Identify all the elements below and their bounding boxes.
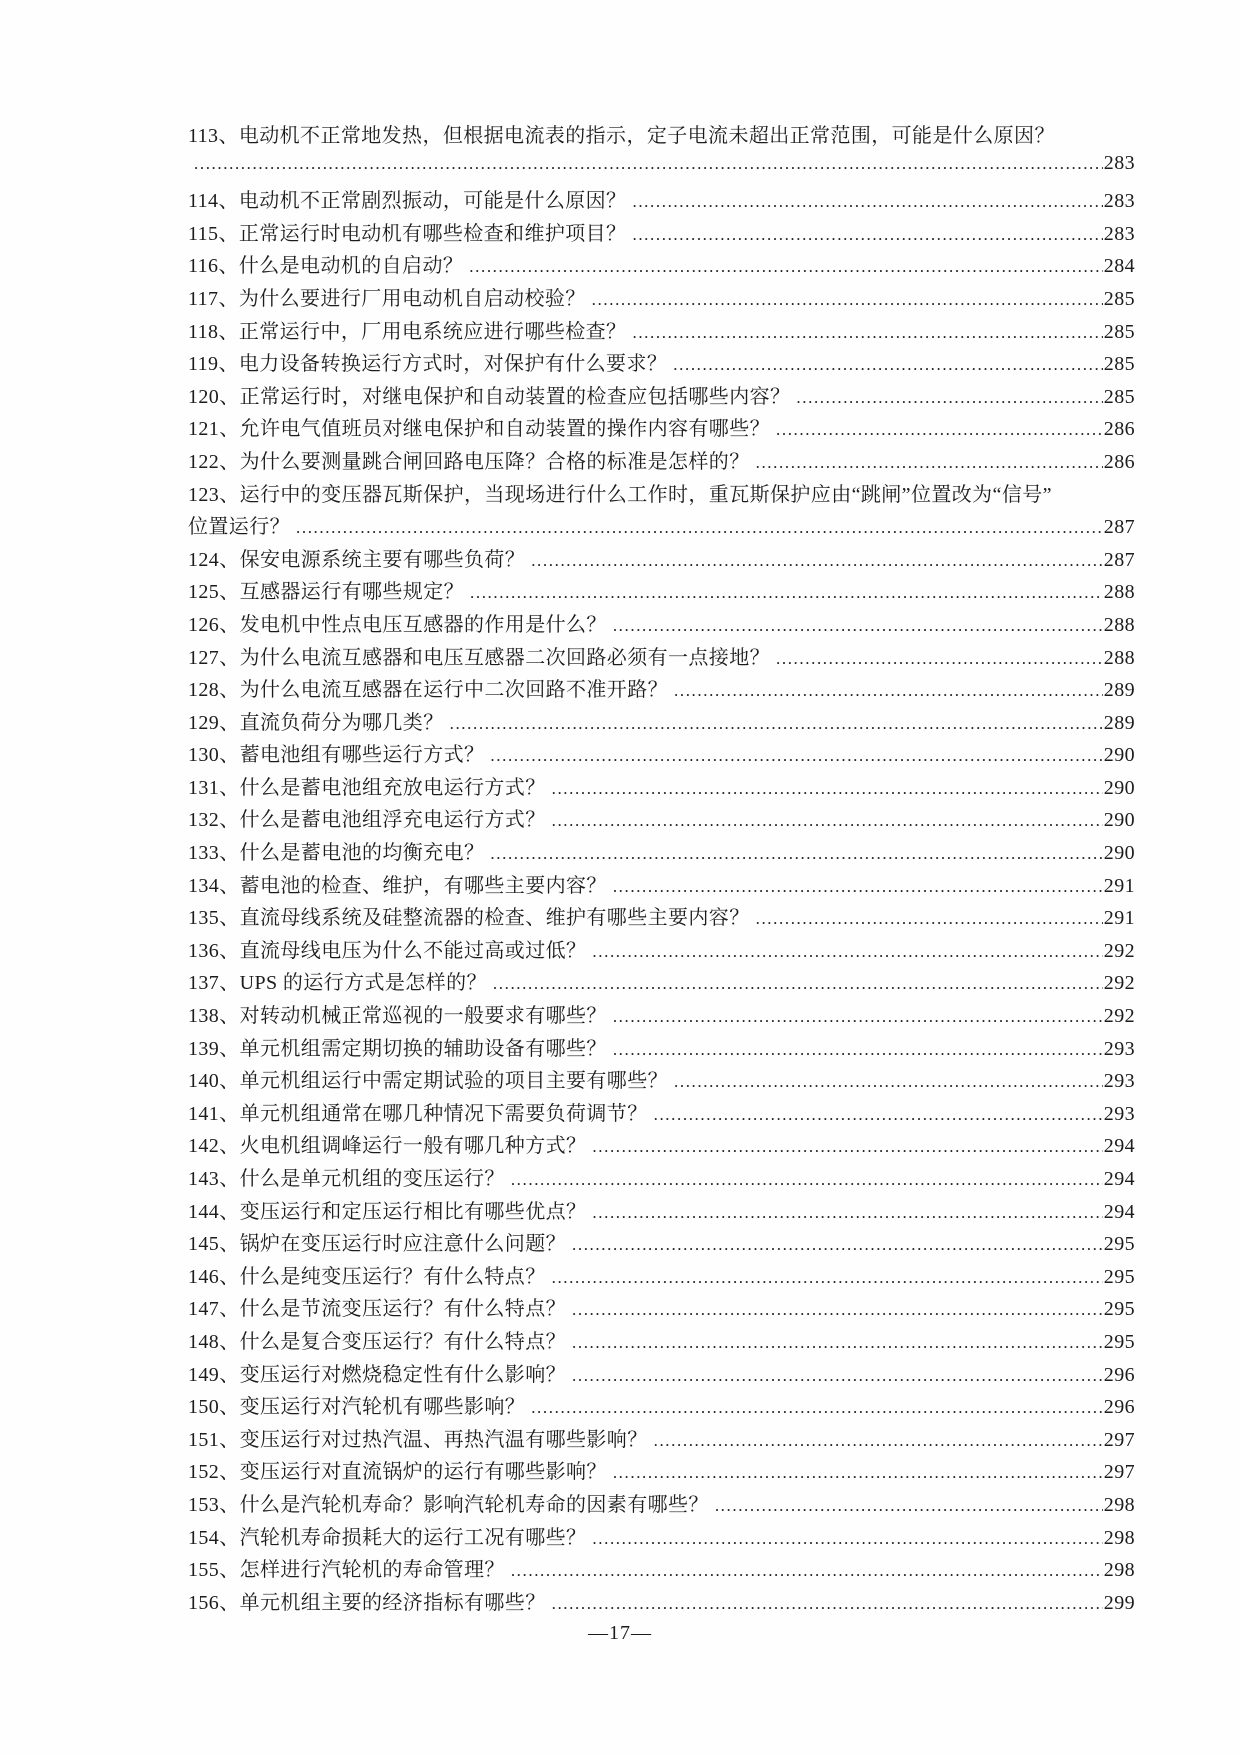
- toc-entry-line: [188, 510, 1135, 543]
- toc-entry-line: [188, 445, 1135, 478]
- toc-entry-text: 123、运行中的变压器瓦斯保护，当现场进行什么工作时，重瓦斯保护应由“跳闸”位置改为“信号”: [188, 483, 1052, 506]
- toc-entry-text: 128、为什么电流互感器在运行中二次回路不准开路？: [188, 679, 668, 702]
- toc-entry-text: 130、蓄电池组有哪些运行方式？: [188, 744, 485, 767]
- toc-entry-text: 135、直流母线系统及硅整流器的检查、维护有哪些主要内容？: [188, 907, 750, 930]
- toc-entry-line: [188, 217, 1135, 250]
- dot-leader: [552, 777, 1103, 800]
- toc-entry-text: 127、为什么电流互感器和电压互感器二次回路必须有一点接地？: [188, 646, 770, 669]
- toc-entry-line: [188, 1586, 1135, 1619]
- dot-leader: [613, 614, 1103, 637]
- toc-entry-line: [188, 706, 1135, 739]
- dot-leader: [572, 1298, 1103, 1321]
- dot-leader: [756, 907, 1103, 930]
- dot-leader: [613, 1038, 1103, 1061]
- toc-entry-text: 116、什么是电动机的自启动？: [188, 255, 464, 278]
- dot-leader: [592, 288, 1103, 311]
- toc-entry-text: 位置运行？: [188, 516, 290, 539]
- toc-entry-text: 118、正常运行中，厂用电系统应进行哪些检查？: [188, 320, 627, 343]
- dot-leader: [715, 1494, 1103, 1517]
- toc-entry-text: 145、锅炉在变压运行时应注意什么问题？: [188, 1233, 566, 1256]
- toc-entry-line: [188, 1390, 1135, 1423]
- toc-entry-line: [188, 1521, 1135, 1554]
- toc-entry-line: [188, 1129, 1135, 1162]
- dot-leader: [613, 1461, 1103, 1484]
- toc-page-number: 297: [1103, 1461, 1135, 1484]
- toc-entry-line: [188, 673, 1135, 706]
- dot-leader: [572, 1331, 1103, 1354]
- dot-leader: [470, 581, 1103, 604]
- toc-entry-line: [188, 575, 1135, 608]
- dot-leader: [552, 809, 1103, 832]
- toc-entry-text: 133、什么是蓄电池的均衡充电？: [188, 842, 485, 865]
- toc-entry-text: 149、变压运行对燃烧稳定性有什么影响？: [188, 1363, 566, 1386]
- dot-leader: [756, 451, 1103, 474]
- dot-leader: [674, 679, 1103, 702]
- toc-page-number: 288: [1103, 613, 1135, 636]
- toc-entry-line: [188, 1227, 1135, 1260]
- toc-entry-line: [188, 641, 1135, 674]
- toc-page-number: 291: [1103, 907, 1135, 930]
- toc-entry-line: [188, 1488, 1135, 1521]
- toc-entry-text: 120、正常运行时，对继电保护和自动装置的检查应包括哪些内容？: [188, 385, 791, 408]
- toc-entry-text: 141、单元机组通常在哪几种情况下需要负荷调节？: [188, 1102, 648, 1125]
- toc-entry-line: [188, 1358, 1135, 1391]
- toc-entry-text: 124、保安电源系统主要有哪些负荷？: [188, 548, 526, 571]
- dot-leader: [632, 321, 1102, 344]
- dot-leader: [511, 1168, 1103, 1191]
- dot-leader: [552, 1592, 1103, 1615]
- toc-entry-text: 139、单元机组需定期切换的辅助设备有哪些？: [188, 1037, 607, 1060]
- dot-leader: [674, 1070, 1103, 1093]
- toc-entry-text: 154、汽轮机寿命损耗大的运行工况有哪些？: [188, 1526, 587, 1549]
- toc-page-number: 295: [1103, 1265, 1135, 1288]
- dot-leader: [493, 972, 1103, 995]
- dot-leader: [592, 1201, 1102, 1224]
- toc-page-number: 291: [1103, 874, 1135, 897]
- toc-page-number: 298: [1103, 1559, 1135, 1582]
- toc-entry-line: [188, 1292, 1135, 1325]
- toc-page-number: 285: [1103, 320, 1135, 343]
- toc-page-number: 290: [1103, 744, 1135, 767]
- toc-entry-text: 126、发电机中性点电压互感器的作用是什么？: [188, 613, 607, 636]
- toc-entry-line: [188, 282, 1135, 315]
- toc-page-number: 286: [1103, 450, 1135, 473]
- dot-leader: [613, 1005, 1103, 1028]
- toc-page-number: 295: [1103, 1330, 1135, 1353]
- toc-page-number: 293: [1103, 1102, 1135, 1125]
- toc-entry-line: [188, 999, 1135, 1032]
- dot-leader: [592, 1527, 1102, 1550]
- toc-entry-line: [188, 934, 1135, 967]
- page-number-footer: —17—: [588, 1622, 652, 1644]
- toc-entry-text: 143、什么是单元机组的变压运行？: [188, 1168, 505, 1190]
- toc-entry-line: [188, 608, 1135, 641]
- toc-entry-line: [188, 1455, 1135, 1488]
- toc-entry-text: 155、怎样进行汽轮机的寿命管理？: [188, 1559, 505, 1582]
- toc-entry-line: [188, 478, 1135, 511]
- dot-leader: [450, 712, 1103, 735]
- dot-leader: [592, 940, 1102, 963]
- toc-page-number: 297: [1103, 1428, 1135, 1451]
- dot-leader: [552, 1266, 1103, 1289]
- toc-entry-line: [188, 836, 1135, 869]
- toc-entry-line: [188, 738, 1135, 771]
- toc-page-number: 283: [1103, 222, 1135, 245]
- dot-leader: [632, 190, 1102, 213]
- toc-entry-text: 137、UPS 的运行方式是怎样的？: [188, 972, 487, 995]
- toc-page-number: 285: [1103, 385, 1135, 408]
- dot-leader: [776, 418, 1103, 441]
- dot-leader: [613, 875, 1103, 898]
- toc-entry-line: [188, 184, 1135, 217]
- toc-entry-text: 132、什么是蓄电池组浮充电运行方式？: [188, 809, 546, 832]
- toc-entry-text: 142、火电机组调峰运行一般有哪几种方式？: [188, 1135, 587, 1158]
- dot-leader: [469, 255, 1103, 278]
- toc-entry-line: [188, 543, 1135, 576]
- toc-entry-line: [188, 771, 1135, 804]
- toc-entry-line: [188, 901, 1135, 934]
- dot-leader: [673, 353, 1103, 376]
- dot-leader: [776, 647, 1103, 670]
- toc-page-number: 288: [1103, 581, 1135, 604]
- dot-leader: [796, 386, 1102, 409]
- dot-leader: [490, 842, 1102, 865]
- toc-page-number: 292: [1103, 972, 1135, 995]
- toc-entry-text: 140、单元机组运行中需定期试验的项目主要有哪些？: [188, 1070, 668, 1093]
- toc-entry-line: [188, 1162, 1135, 1195]
- dot-leader: [296, 516, 1103, 539]
- toc-entry-line: [188, 1423, 1135, 1456]
- toc-entry-line: [188, 1553, 1135, 1586]
- toc-page-number: 287: [1103, 516, 1135, 539]
- toc-page-number: 298: [1103, 1526, 1135, 1549]
- toc-entry-line: [188, 249, 1135, 282]
- toc-entry-line: [188, 347, 1135, 380]
- toc-page-number: 292: [1103, 939, 1135, 962]
- toc-page-number: 285: [1103, 353, 1135, 376]
- table-of-contents: [188, 119, 1135, 1618]
- dot-leader: [490, 744, 1102, 767]
- dot-leader: [632, 223, 1102, 246]
- toc-entry-line: [188, 803, 1135, 836]
- dot-leader: [531, 549, 1103, 572]
- toc-entry-text: 121、允许电气值班员对继电保护和自动装置的操作内容有哪些？: [188, 418, 770, 441]
- toc-page-number: 293: [1103, 1037, 1135, 1060]
- toc-page-number: 292: [1103, 1005, 1135, 1028]
- toc-entry-text: 115、正常运行时电动机有哪些检查和维护项目？: [188, 222, 627, 245]
- toc-page-number: 289: [1103, 711, 1135, 734]
- toc-entry-text: 114、电动机不正常剧烈振动，可能是什么原因？: [188, 190, 627, 213]
- toc-entry-line: [188, 119, 1135, 152]
- toc-page-number: 294: [1103, 1135, 1135, 1158]
- toc-page-number: 295: [1103, 1298, 1135, 1321]
- toc-entry-line: [188, 1064, 1135, 1097]
- toc-entry-text: 148、什么是复合变压运行？有什么特点？: [188, 1330, 566, 1353]
- toc-page-number: 284: [1103, 255, 1135, 278]
- toc-entry-line: [188, 1260, 1135, 1293]
- toc-entry-text: 152、变压运行对直流锅炉的运行有哪些影响？: [188, 1461, 607, 1484]
- toc-page-number: 295: [1103, 1233, 1135, 1256]
- toc-page-number: 290: [1103, 776, 1135, 799]
- toc-page-number: 288: [1103, 646, 1135, 669]
- toc-page-number: 294: [1103, 1200, 1135, 1223]
- toc-entry-line: [188, 1195, 1135, 1228]
- toc-entry-line: [188, 315, 1135, 348]
- toc-entry-text: 117、为什么要进行厂用电动机自启动校验？: [188, 287, 586, 310]
- toc-entry-text: 131、什么是蓄电池组充放电运行方式？: [188, 776, 546, 799]
- toc-page-number: 283: [1103, 151, 1135, 174]
- toc-page-number: 299: [1103, 1591, 1135, 1614]
- dot-leader: [572, 1364, 1103, 1387]
- toc-entry-text: 113、电动机不正常地发热，但根据电流表的指示，定子电流未超出正常范围，可能是什么原因？: [188, 125, 1055, 147]
- toc-page-number: 294: [1103, 1168, 1135, 1190]
- toc-entry-text: 156、单元机组主要的经济指标有哪些？: [188, 1591, 546, 1614]
- toc-entry-text: 136、直流母线电压为什么不能过高或过低？: [188, 939, 587, 962]
- dot-leader: [531, 1396, 1103, 1419]
- toc-entry-line: [188, 412, 1135, 445]
- dot-leader: [654, 1103, 1103, 1126]
- dot-leader: [572, 1233, 1103, 1256]
- toc-entry-text: 146、什么是纯变压运行？有什么特点？: [188, 1265, 546, 1288]
- toc-page-number: 287: [1103, 548, 1135, 571]
- toc-entry-text: 153、什么是汽轮机寿命？影响汽轮机寿命的因素有哪些？: [188, 1493, 709, 1516]
- toc-entry-text: 138、对转动机械正常巡视的一般要求有哪些？: [188, 1005, 607, 1028]
- dot-leader: [511, 1559, 1103, 1582]
- dot-leader: [654, 1429, 1103, 1452]
- toc-page-number: 283: [1103, 190, 1135, 213]
- toc-entry-text: 122、为什么要测量跳合闸回路电压降？合格的标准是怎样的？: [188, 450, 750, 473]
- toc-entry-text: 129、直流负荷分为哪几类？: [188, 711, 444, 734]
- toc-entry-line: [188, 380, 1135, 413]
- toc-entry-text: 119、电力设备转换运行方式时，对保护有什么要求？: [188, 353, 668, 376]
- toc-entry-text: 144、变压运行和定压运行相比有哪些优点？: [188, 1200, 587, 1223]
- toc-entry-text: 134、蓄电池的检查、维护，有哪些主要内容？: [188, 874, 607, 897]
- toc-page-number: 290: [1103, 842, 1135, 865]
- toc-entry-text: 147、什么是节流变压运行？有什么特点？: [188, 1298, 566, 1321]
- toc-page-number: 296: [1103, 1396, 1135, 1419]
- toc-entry-text: 151、变压运行对过热汽温、再热汽温有哪些影响？: [188, 1428, 648, 1451]
- toc-entry-line: [188, 1032, 1135, 1065]
- toc-entry-line: [188, 966, 1135, 999]
- toc-entry-line: [188, 1097, 1135, 1130]
- dot-leader: [194, 152, 1103, 175]
- toc-page-number: 296: [1103, 1363, 1135, 1386]
- toc-page-number: 289: [1103, 679, 1135, 702]
- toc-page-number: 286: [1103, 418, 1135, 441]
- toc-entry-text: 150、变压运行对汽轮机有哪些影响？: [188, 1396, 526, 1419]
- toc-page-number: 293: [1103, 1070, 1135, 1093]
- toc-entry-text: 125、互感器运行有哪些规定？: [188, 581, 464, 604]
- toc-entry-line: [188, 869, 1135, 902]
- toc-entry-line: [188, 152, 1135, 185]
- toc-page-number: 285: [1103, 287, 1135, 310]
- dot-leader: [592, 1135, 1102, 1158]
- toc-page-number: 290: [1103, 809, 1135, 832]
- toc-page-number: 298: [1103, 1493, 1135, 1516]
- toc-entry-line: [188, 1325, 1135, 1358]
